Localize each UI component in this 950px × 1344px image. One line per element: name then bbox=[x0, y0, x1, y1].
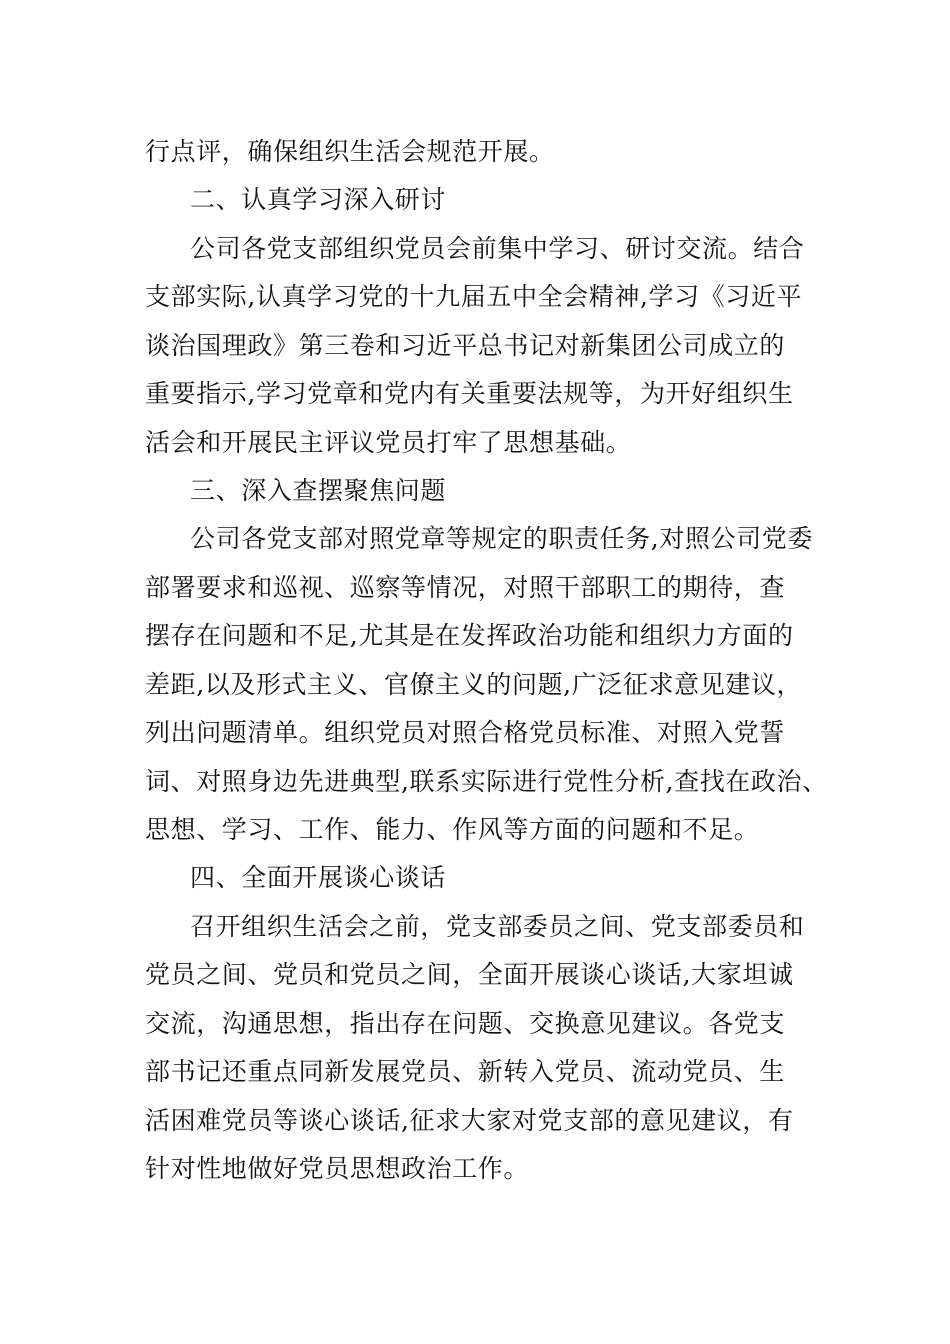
text-line: 重要指示,学习党章和党内有关重要法规等，为开好组织生 bbox=[145, 379, 794, 408]
text-line: 列出问题清单。组织党员对照合格党员标准、对照入党誓 bbox=[145, 718, 786, 747]
text-line: 党员之间、党员和党员之间，全面开展谈心谈话,大家坦诚 bbox=[145, 960, 794, 989]
text-line: 召开组织生活会之前，党支部委员之间、党支部委员和 bbox=[190, 912, 805, 941]
text-line: 思想、学习、工作、能力、作风等方面的问题和不足。 bbox=[145, 815, 760, 844]
text-line: 公司各党支部对照党章等规定的职责任务,对照公司党委 bbox=[190, 524, 813, 553]
text-line: 词、对照身边先进典型,联系实际进行党性分析,查找在政治、 bbox=[145, 767, 828, 796]
text-line: 部书记还重点同新发展党员、新转入党员、流动党员、生 bbox=[145, 1057, 786, 1086]
text-line: 摆存在问题和不足,尤其是在发挥政治功能和组织力方面的 bbox=[145, 621, 794, 650]
section-heading-3: 三、深入查摆聚焦问题 bbox=[190, 476, 447, 505]
text-line: 差距,以及形式主义、官僚主义的问题,广泛征求意见建议， bbox=[145, 670, 803, 699]
text-line: 交流，沟通思想，指出存在问题、交换意见建议。各党支 bbox=[145, 1009, 786, 1038]
text-line: 活困难党员等谈心谈话,征求大家对党支部的意见建议，有 bbox=[145, 1106, 794, 1135]
section-heading-2: 二、认真学习深入研讨 bbox=[190, 185, 447, 214]
text-line: 谈治国理政》第三卷和习近平总书记对新集团公司成立的 bbox=[145, 331, 786, 360]
text-line: 活会和开展民主评议党员打牢了思想基础。 bbox=[145, 428, 632, 457]
section-heading-4: 四、全面开展谈心谈话 bbox=[190, 863, 447, 892]
text-line: 行点评，确保组织生活会规范开展。 bbox=[145, 137, 555, 166]
text-line: 部署要求和巡视、巡察等情况，对照干部职工的期待，查 bbox=[145, 573, 786, 602]
text-line: 针对性地做好党员思想政治工作。 bbox=[145, 1154, 530, 1183]
text-line: 支部实际,认真学习党的十九届五中全会精神,学习《习近平 bbox=[145, 282, 803, 311]
text-line: 公司各党支部组织党员会前集中学习、研讨交流。结合 bbox=[190, 234, 805, 263]
